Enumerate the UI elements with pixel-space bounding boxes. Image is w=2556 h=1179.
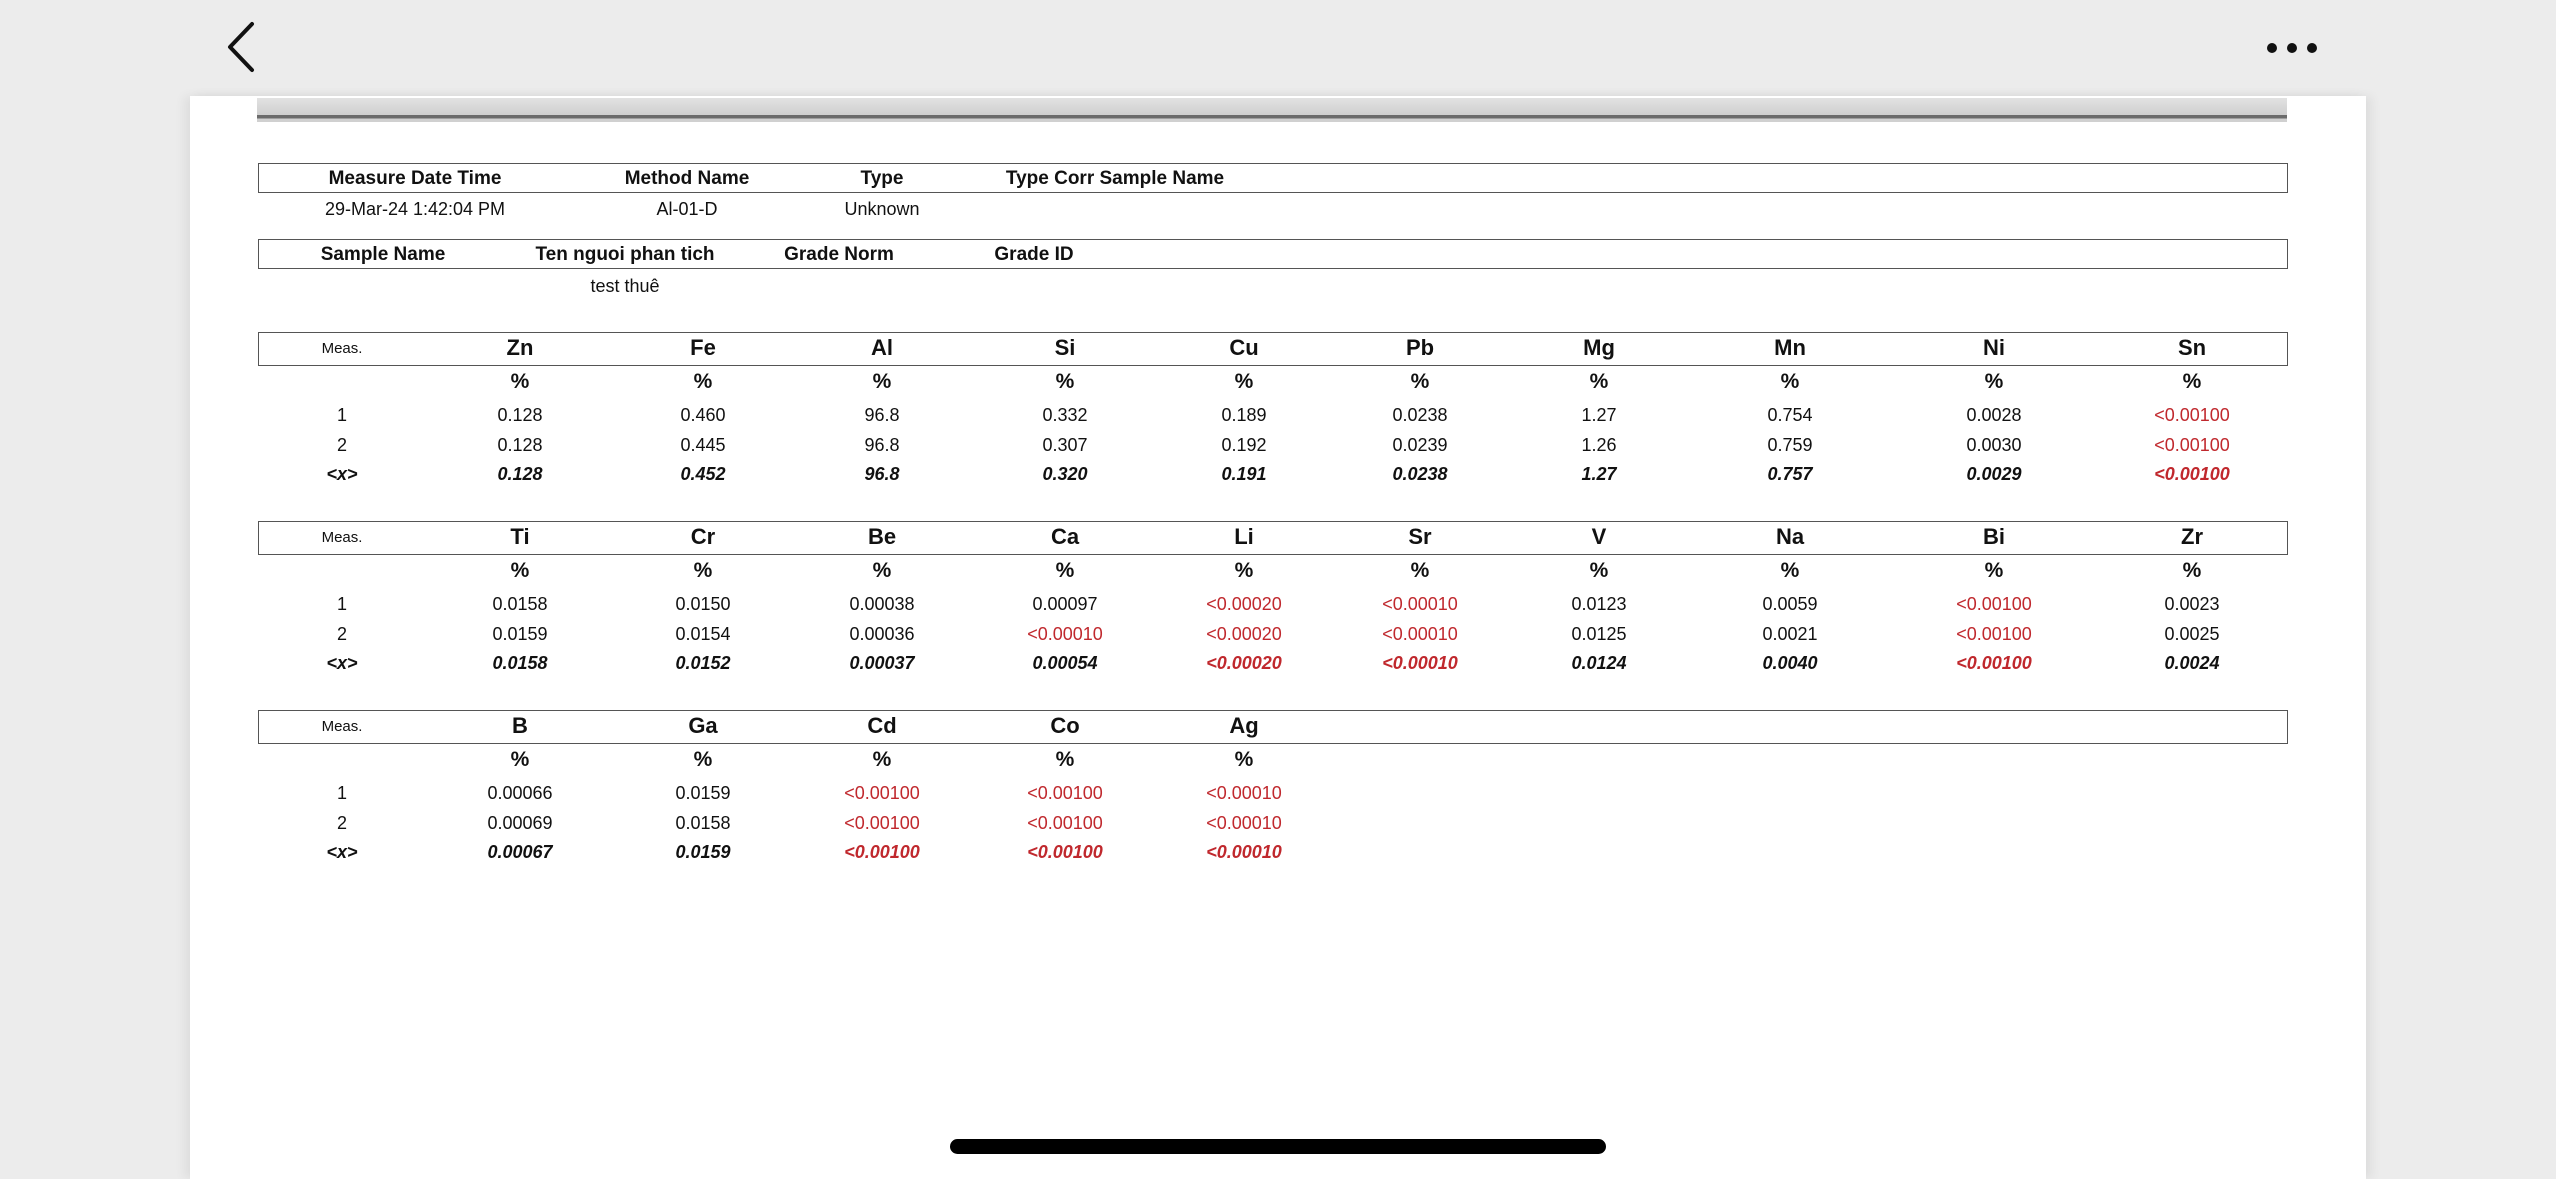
mean-value: <0.00010: [1206, 842, 1282, 862]
unit-label: %: [510, 559, 530, 582]
more-options-button[interactable]: [2262, 28, 2326, 68]
measurement-value: 0.0159: [675, 783, 731, 803]
unit-label: %: [872, 748, 892, 771]
unit-label: %: [510, 370, 530, 393]
measurement-value: 0.128: [497, 435, 543, 455]
measurement-value: 0.754: [1767, 405, 1813, 425]
element-symbol-mg: Mg: [1583, 335, 1615, 360]
measurement-row-label: 1: [336, 594, 348, 614]
measurement-value: 0.0025: [2164, 624, 2220, 644]
measurement-value: <0.00020: [1206, 624, 1282, 644]
measurement-value: <0.00010: [1027, 624, 1103, 644]
header-label-grade-norm: Grade Norm: [784, 244, 894, 265]
unit-label: %: [693, 370, 713, 393]
element-symbol-ag: Ag: [1229, 713, 1259, 738]
element-symbol-li: Li: [1234, 524, 1254, 549]
mean-value: 0.320: [1042, 464, 1088, 484]
mean-value: 0.0029: [1966, 464, 2022, 484]
mean-value: 0.00037: [849, 653, 915, 673]
header-label-type-corr-sample: Type Corr Sample Name: [1005, 168, 1225, 189]
mean-value: 0.0238: [1392, 464, 1448, 484]
measurement-value: 0.189: [1221, 405, 1267, 425]
element-symbol-pb: Pb: [1405, 335, 1435, 360]
measurement-value: <0.00100: [844, 783, 920, 803]
measurement-value: 0.192: [1221, 435, 1267, 455]
element-symbol-cd: Cd: [867, 713, 897, 738]
mean-value: 96.8: [864, 464, 900, 484]
mean-value: <0.00100: [844, 842, 920, 862]
measurement-row-label: 1: [336, 783, 348, 803]
header-label-sample-name: Sample Name: [320, 244, 446, 265]
element-symbol-ni: Ni: [1983, 335, 2005, 360]
measurement-value: 96.8: [864, 435, 900, 455]
measurement-value: 0.0159: [492, 624, 548, 644]
element-symbol-co: Co: [1050, 713, 1080, 738]
element-symbol-si: Si: [1054, 335, 1076, 360]
more-horizontal-icon: [2262, 28, 2326, 68]
element-symbol-ca: Ca: [1050, 524, 1080, 549]
unit-label: %: [1055, 370, 1075, 393]
measurement-value: 0.0028: [1966, 405, 2022, 425]
mean-value: <0.00100: [1956, 653, 2032, 673]
measurement-value: 0.332: [1042, 405, 1088, 425]
unit-label: %: [510, 748, 530, 771]
header-label-analyst: Ten nguoi phan tich: [535, 244, 715, 265]
measurement-value: 0.759: [1767, 435, 1813, 455]
unit-label: %: [1589, 559, 1609, 582]
measurement-value: 0.0059: [1762, 594, 1818, 614]
document-page: [190, 96, 2366, 1179]
meas-column-label: Meas.: [321, 340, 363, 357]
element-symbol-be: Be: [867, 524, 897, 549]
measurement-value: <0.00010: [1206, 783, 1282, 803]
mean-row-label: <x>: [326, 464, 358, 484]
mean-value: 1.27: [1581, 464, 1617, 484]
mean-value: 0.191: [1221, 464, 1267, 484]
measurement-value: 0.0021: [1762, 624, 1818, 644]
mean-value: 0.757: [1767, 464, 1813, 484]
measurement-value: 0.0158: [492, 594, 548, 614]
unit-label: %: [1234, 559, 1254, 582]
mean-value: 0.0152: [675, 653, 731, 673]
measurement-value: 0.445: [680, 435, 726, 455]
mean-value: <0.00010: [1382, 653, 1458, 673]
element-symbol-na: Na: [1775, 524, 1805, 549]
element-symbol-v: V: [1591, 524, 1607, 549]
unit-label: %: [1055, 748, 1075, 771]
mean-value: <0.00100: [2154, 464, 2230, 484]
measurement-value: <0.00020: [1206, 594, 1282, 614]
unit-label: %: [1410, 370, 1430, 393]
measurement-value: 1.26: [1581, 435, 1617, 455]
unit-label: %: [1410, 559, 1430, 582]
measurement-value: 0.307: [1042, 435, 1088, 455]
measurement-value: 0.0150: [675, 594, 731, 614]
measurement-value: 0.0238: [1392, 405, 1448, 425]
measure-info-header: [258, 163, 2288, 193]
measurement-value: 0.0158: [675, 813, 731, 833]
element-symbol-mn: Mn: [1774, 335, 1806, 360]
unit-label: %: [1780, 370, 1800, 393]
element-symbol-bi: Bi: [1983, 524, 2005, 549]
measurement-value: 0.00066: [487, 783, 553, 803]
mean-value: 0.0040: [1762, 653, 1818, 673]
unit-label: %: [1984, 370, 2004, 393]
measurement-value: <0.00100: [1956, 594, 2032, 614]
element-symbol-zr: Zr: [2181, 524, 2203, 549]
measurement-value: 0.00036: [849, 624, 915, 644]
mean-value: 0.128: [497, 464, 543, 484]
measurement-value: <0.00100: [2154, 435, 2230, 455]
unit-label: %: [1234, 370, 1254, 393]
mean-row-label: <x>: [326, 842, 358, 862]
element-symbol-al: Al: [871, 335, 893, 360]
measurement-row-label: 2: [336, 813, 348, 833]
measurement-value: 0.460: [680, 405, 726, 425]
measurement-value: 0.0030: [1966, 435, 2022, 455]
header-label-type: Type: [860, 168, 904, 189]
element-table-3-header: [258, 710, 2288, 744]
measurement-value: 0.0154: [675, 624, 731, 644]
unit-label: %: [1984, 559, 2004, 582]
unit-label: %: [693, 559, 713, 582]
element-symbol-sn: Sn: [2177, 335, 2207, 360]
mean-row-label: <x>: [326, 653, 358, 673]
mean-value: <0.00020: [1206, 653, 1282, 673]
top-bar: [0, 0, 2556, 96]
unit-label: %: [693, 748, 713, 771]
mean-value: 0.00054: [1032, 653, 1098, 673]
measurement-value: <0.00100: [1956, 624, 2032, 644]
measurement-value: <0.00010: [1206, 813, 1282, 833]
unit-label: %: [1055, 559, 1075, 582]
header-label-grade-id: Grade ID: [994, 244, 1074, 265]
element-symbol-b: B: [512, 713, 528, 738]
measurement-value: 0.00069: [487, 813, 553, 833]
unit-label: %: [1780, 559, 1800, 582]
measurement-value: 0.00097: [1032, 594, 1098, 614]
measurement-value: <0.00100: [1027, 783, 1103, 803]
measurement-row-label: 2: [336, 624, 348, 644]
element-symbol-zn: Zn: [506, 335, 534, 360]
page-divider: [257, 98, 2287, 122]
element-symbol-cu: Cu: [1229, 335, 1259, 360]
meas-column-label: Meas.: [321, 718, 363, 735]
meas-column-label: Meas.: [321, 529, 363, 546]
unit-label: %: [2182, 370, 2202, 393]
measurement-value: 1.27: [1581, 405, 1617, 425]
element-symbol-sr: Sr: [1408, 524, 1432, 549]
mean-value: 0.0158: [492, 653, 548, 673]
measurement-value: 96.8: [864, 405, 900, 425]
mean-value: <0.00100: [1027, 842, 1103, 862]
measurement-value: 0.128: [497, 405, 543, 425]
measurement-value: 0.0123: [1571, 594, 1627, 614]
chevron-left-icon: [218, 18, 278, 78]
analyst-value: test thuê: [590, 276, 660, 296]
element-symbol-ga: Ga: [688, 713, 718, 738]
measurement-value: 0.0125: [1571, 624, 1627, 644]
measurement-value: <0.00100: [2154, 405, 2230, 425]
unit-label: %: [872, 370, 892, 393]
method-name-value: Al-01-D: [656, 199, 718, 219]
back-button[interactable]: [218, 18, 278, 78]
measurement-value: <0.00010: [1382, 594, 1458, 614]
measurement-value: 0.0023: [2164, 594, 2220, 614]
element-symbol-fe: Fe: [690, 335, 716, 360]
measurement-value: 0.00038: [849, 594, 915, 614]
measure-date-value: 29-Mar-24 1:42:04 PM: [324, 199, 506, 219]
unit-label: %: [872, 559, 892, 582]
unit-label: %: [2182, 559, 2202, 582]
mean-value: 0.0159: [675, 842, 731, 862]
type-value: Unknown: [844, 199, 920, 219]
element-symbol-cr: Cr: [690, 524, 716, 549]
unit-label: %: [1234, 748, 1254, 771]
mean-value: 0.0124: [1571, 653, 1627, 673]
measurement-row-label: 1: [336, 405, 348, 425]
measurement-value: <0.00100: [844, 813, 920, 833]
element-symbol-ti: Ti: [510, 524, 530, 549]
mean-value: 0.452: [680, 464, 726, 484]
header-label-method-name: Method Name: [624, 168, 750, 189]
measurement-value: 0.0239: [1392, 435, 1448, 455]
measurement-value: <0.00100: [1027, 813, 1103, 833]
home-indicator[interactable]: [950, 1139, 1606, 1154]
measurement-value: <0.00010: [1382, 624, 1458, 644]
mean-value: 0.00067: [487, 842, 553, 862]
unit-label: %: [1589, 370, 1609, 393]
mean-value: 0.0024: [2164, 653, 2220, 673]
header-label-measure-date: Measure Date Time: [328, 168, 502, 189]
measurement-row-label: 2: [336, 435, 348, 455]
